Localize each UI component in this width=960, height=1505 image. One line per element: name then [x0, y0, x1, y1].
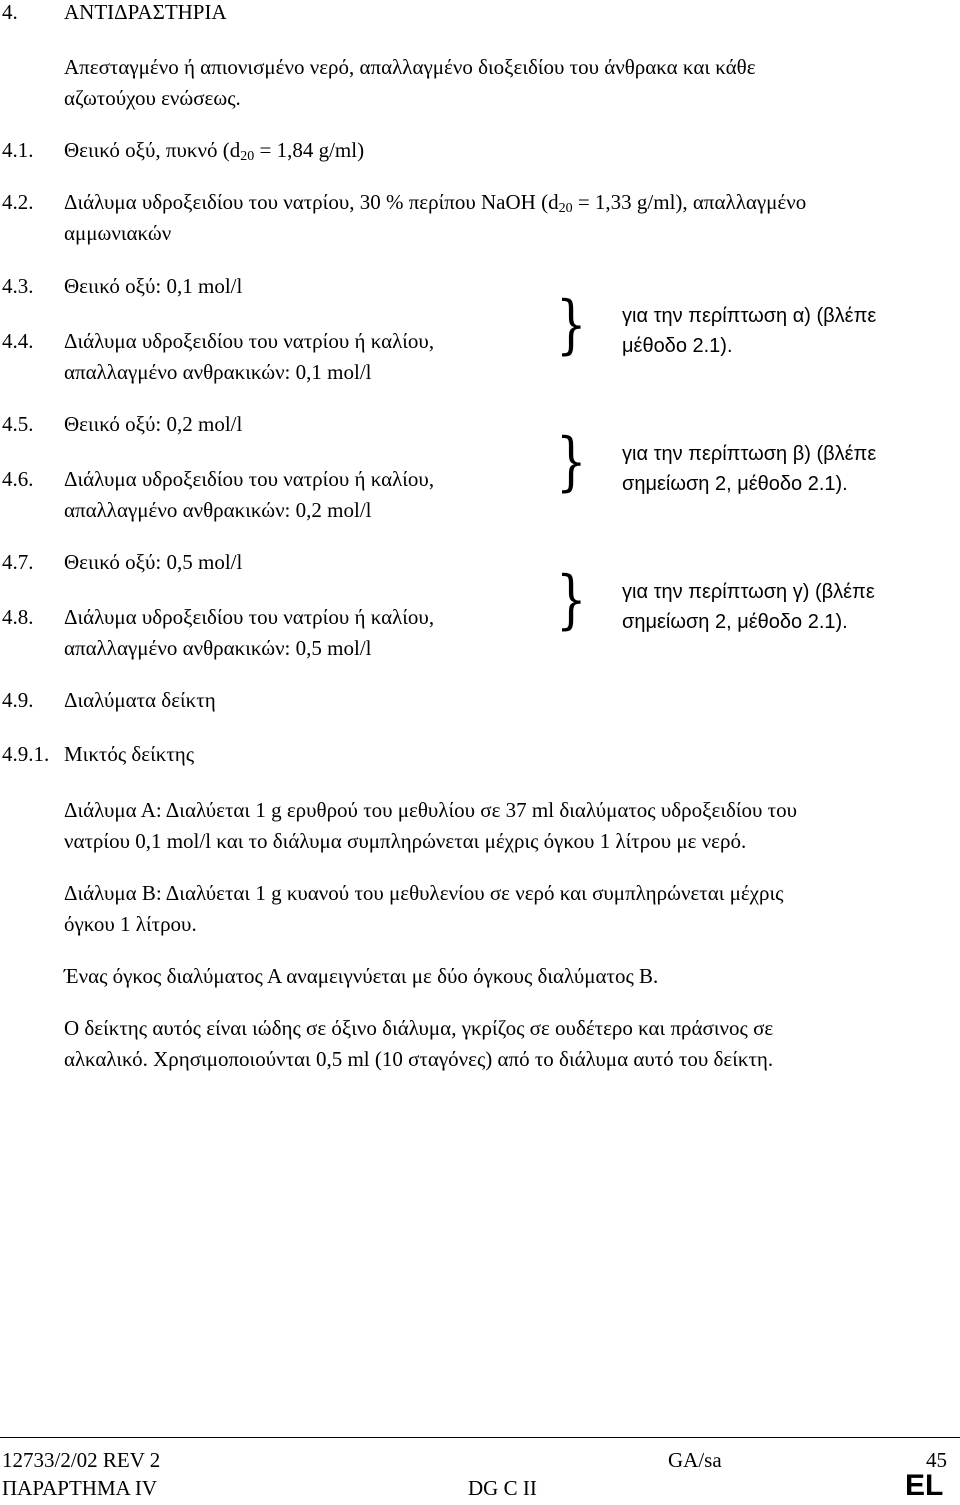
paragraph-indicator-line-1: Ο δείκτης αυτός είναι ιώδης σε όξινο διάλυμα, γκρίζος σε ουδέτερο και πράσινος σε: [64, 1016, 774, 1040]
item-4-1-text: Θειικό οξύ, πυκνό ($d_{20} = 1,84$ g/ml): [64, 138, 365, 164]
brace-a: }: [556, 288, 587, 362]
item-4-2-line-2: αμμωνιακών: [64, 221, 172, 245]
item-number: 4.6.: [2, 467, 34, 491]
note-b-line-2: σημείωση 2, μέθοδο 2.1).: [622, 473, 848, 495]
item-4-9-text: Διαλύματα δείκτη: [64, 688, 216, 712]
item-4-8-line-1: Διάλυμα υδροξειδίου του νατρίου ή καλίου,: [64, 605, 435, 629]
footer-initials: GA/sa: [668, 1448, 722, 1472]
item-number: 4.9.1.: [2, 742, 50, 766]
brace-c: }: [556, 563, 587, 637]
footer-language-code: EL: [905, 1469, 944, 1502]
item-number: 4.4.: [2, 329, 34, 353]
item-number: 4.9.: [2, 688, 34, 712]
item-number: 4.7.: [2, 550, 34, 574]
item-4-8-line-2: απαλλαγμένο ανθρακικών: 0,5 mol/l: [64, 636, 372, 660]
footer-page-number: 45: [926, 1448, 947, 1472]
intro-line-2: αζωτούχου ενώσεως.: [64, 86, 241, 110]
note-c-line-2: σημείωση 2, μέθοδο 2.1).: [622, 611, 848, 633]
paragraph-b-line-2: όγκου 1 λίτρου.: [64, 912, 197, 936]
paragraph-a-line-2: νατρίου 0,1 mol/l και το διάλυμα συμπληρώνεται μέχρις όγκου 1 λίτρου με νερό.: [64, 829, 747, 853]
footer-doc-ref: 12733/2/02 REV 2: [2, 1448, 161, 1472]
section-number: 4.: [2, 0, 18, 24]
item-4-5-text: Θειικό οξύ: 0,2 mol/l: [64, 412, 243, 436]
footer-rule: [0, 1437, 960, 1438]
brace-b: }: [556, 425, 587, 499]
item-4-6-line-1: Διάλυμα υδροξειδίου του νατρίου ή καλίου,: [64, 467, 435, 491]
item-number: 4.2.: [2, 190, 34, 214]
item-4-2-text: Διάλυμα υδροξειδίου του νατρίου, 30 % περίπου NaOH ($d_{20} = 1,33$ g/ml), απαλλαγμένο: [64, 190, 807, 216]
item-4-4-line-1: Διάλυμα υδροξειδίου του νατρίου ή καλίου,: [64, 329, 435, 353]
note-a-line-1: για την περίπτωση α) (βλέπε: [622, 305, 877, 327]
item-4-4-line-2: απαλλαγμένο ανθρακικών: 0,1 mol/l: [64, 360, 372, 384]
paragraph-indicator-line-2: αλκαλικό. Χρησιμοποιούνται 0,5 ml (10 σταγόνες) από το διάλυμα αυτό του δείκτη.: [64, 1047, 774, 1071]
note-b-line-1: για την περίπτωση β) (βλέπε: [622, 443, 877, 465]
paragraph-a-line-1: Διάλυμα Α: Διαλύεται 1 g ερυθρού του μεθυλίου σε 37 ml διαλύματος υδροξειδίου του: [64, 798, 798, 822]
paragraph-mix: Ένας όγκος διαλύματος Α αναμειγνύεται με δύο όγκους διαλύματος Β.: [64, 964, 659, 988]
item-4-3-text: Θειικό οξύ: 0,1 mol/l: [64, 274, 243, 298]
item-4-7-text: Θειικό οξύ: 0,5 mol/l: [64, 550, 243, 574]
item-4-6-line-2: απαλλαγμένο ανθρακικών: 0,2 mol/l: [64, 498, 372, 522]
item-4-9-1-text: Μικτός δείκτης: [64, 742, 195, 766]
intro-line-1: Απεσταγμένο ή απιονισμένο νερό, απαλλαγμένο διοξειδίου του άνθρακα και κάθε: [64, 55, 756, 79]
footer-dg: DG C II: [468, 1476, 537, 1500]
item-number: 4.3.: [2, 274, 34, 298]
item-number: 4.5.: [2, 412, 34, 436]
item-number: 4.1.: [2, 138, 34, 162]
note-c-line-1: για την περίπτωση γ) (βλέπε: [622, 581, 875, 603]
paragraph-b-line-1: Διάλυμα Β: Διαλύεται 1 g κυανού του μεθυλενίου σε νερό και συμπληρώνεται μέχρις: [64, 881, 784, 905]
note-a-line-2: μέθοδο 2.1).: [622, 335, 733, 357]
section-title: ΑΝΤΙΔΡΑΣΤΗΡΙΑ: [64, 0, 227, 24]
item-number: 4.8.: [2, 605, 34, 629]
footer-annex: ΠΑΡΑΡΤΗΜΑ IV: [2, 1476, 158, 1500]
